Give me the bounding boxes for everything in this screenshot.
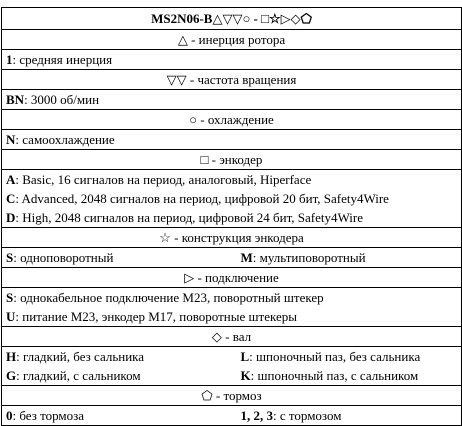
section-header: ▷ - подключение <box>2 268 462 288</box>
option-description: : самоохлаждение <box>15 132 115 147</box>
option-code: 1, 2, 3 <box>240 408 273 423</box>
option-description: : без тормоза <box>12 408 85 423</box>
option-code: D <box>6 210 16 225</box>
option-code: C <box>6 191 16 206</box>
option-cell-left <box>2 248 237 268</box>
option-cell-left <box>2 347 237 367</box>
option-code: BN <box>6 92 25 107</box>
model-code-title: MS2N06-B△▽▽○ - □☆▷◇⬠ <box>2 8 462 30</box>
option-cell <box>2 208 462 228</box>
section-header: ▽▽ - частота вращения <box>2 70 462 90</box>
title-row <box>2 8 462 30</box>
option-row <box>2 307 462 327</box>
section-header: ○ - охлаждение <box>2 110 462 130</box>
option-description: : питание M23, энкодер M17, поворотные штекеры <box>15 309 297 324</box>
option-code: 1 <box>6 52 13 67</box>
option-code: S <box>6 250 14 265</box>
option-code: U <box>6 309 16 324</box>
option-code: A <box>6 172 16 187</box>
section-header-row <box>2 110 462 130</box>
option-code: 0 <box>6 408 13 423</box>
section-header: △ - инерция ротора <box>2 30 462 50</box>
option-cell <box>2 170 462 190</box>
option-description: : однокабельное подключение M23, поворотный штекер <box>13 290 324 305</box>
option-cell <box>2 130 462 150</box>
spec-document <box>0 7 460 426</box>
motor-code-table <box>1 7 462 426</box>
section-header-row <box>2 70 462 90</box>
section-header-row <box>2 30 462 50</box>
option-row <box>2 189 462 208</box>
section-header: ◇ - вал <box>2 327 462 347</box>
section-header-row <box>2 386 462 406</box>
option-code: H <box>6 349 17 364</box>
option-cell <box>2 50 462 70</box>
option-row <box>2 208 462 228</box>
option-description: : 3000 об/мин <box>24 92 100 107</box>
option-description: : Advanced, 2048 сигналов на период, цифровой 20 бит, Safety4Wire <box>15 191 389 206</box>
option-cell <box>2 189 462 208</box>
option-description: : High, 2048 сигналов на период, цифровой 24 бит, Safety4Wire <box>15 210 363 225</box>
option-cell <box>2 90 462 110</box>
option-description: : мультиповоротный <box>252 250 366 265</box>
option-row <box>2 50 462 70</box>
option-description: : средняя инерция <box>12 52 113 67</box>
option-pair-row <box>2 366 462 386</box>
option-code: L <box>240 349 250 364</box>
option-code: N <box>6 132 16 147</box>
section-header-row <box>2 327 462 347</box>
option-row <box>2 170 462 190</box>
option-description: : гладкий, с сальником <box>16 368 141 383</box>
section-header-row <box>2 228 462 248</box>
option-pair-row <box>2 248 462 268</box>
section-header-row <box>2 268 462 288</box>
option-description: : гладкий, без сальника <box>16 349 145 364</box>
option-description: : с тормозом <box>273 408 342 423</box>
option-code: S <box>6 290 14 305</box>
section-header: ⬠ - тормоз <box>2 386 462 406</box>
option-cell-left <box>2 366 237 386</box>
section-header: □ - энкодер <box>2 150 462 170</box>
option-cell-right <box>237 347 462 367</box>
option-description: : шпоночный паз, без сальника <box>249 349 421 364</box>
option-code: K <box>240 368 251 383</box>
section-header-row <box>2 150 462 170</box>
option-cell <box>2 307 462 327</box>
option-description: : Basic, 16 сигналов на период, аналоговый, Hiperface <box>15 172 312 187</box>
option-cell <box>2 288 462 308</box>
option-cell-right <box>237 366 462 386</box>
option-description: : одноповоротный <box>13 250 114 265</box>
option-row <box>2 130 462 150</box>
option-code: M <box>240 250 253 265</box>
option-row <box>2 90 462 110</box>
option-code: G <box>6 368 17 383</box>
option-cell-right <box>237 248 462 268</box>
spec-table-body <box>2 8 462 426</box>
option-description: : шпоночный паз, с сальником <box>250 368 419 383</box>
option-pair-row <box>2 347 462 367</box>
option-row <box>2 288 462 308</box>
section-header: ☆ - конструкция энкодера <box>2 228 462 248</box>
